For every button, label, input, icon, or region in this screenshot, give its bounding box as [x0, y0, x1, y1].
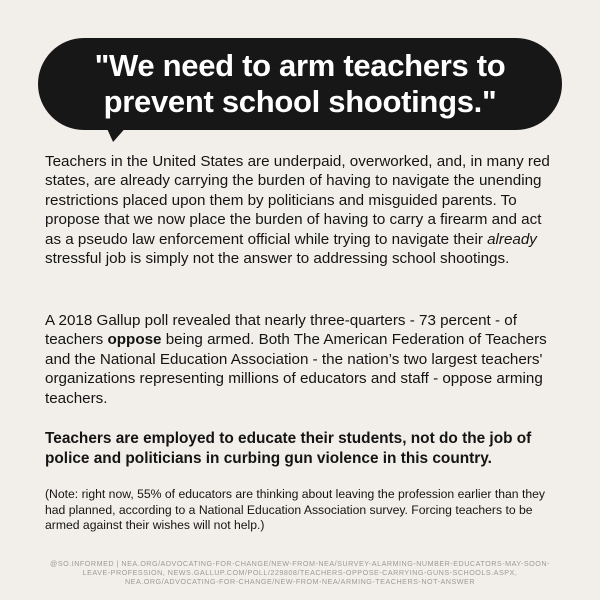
- paragraph-1-emphasis: already: [487, 230, 537, 248]
- paragraph-1-text-a: Teachers in the United States are underpaid, overworked, and, in many red states, are already carrying the burden of having to navigate the unending restrictions placed upon them by politicians and misguided parents. To propose that we now place the burden of having to carry a firearm and act as a pseudo law enforcement official while trying to navigate their: [45, 153, 550, 248]
- paragraph-2-text-a: A 2018 Gallup poll revealed that nearly three-quarters - 73 percent - of teachers: [45, 312, 517, 349]
- quote-bubble: [38, 38, 562, 130]
- paragraph-2-text-b: being armed. Both The American Federation of Teachers and the National Education Association - the nation’s two largest teachers' organizations representing millions of educators and staff - oppose arming teachers.: [45, 331, 547, 407]
- note-paragraph: (Note: right now, 55% of educators are thinking about leaving the profession earlier than they had planned, according to a National Education Association survey. Forcing teachers to be armed against their wishes will not help.): [45, 487, 545, 533]
- paragraph-underpaid-teachers: [45, 152, 557, 268]
- source-footer: [20, 559, 580, 587]
- paragraph-bold-statement: Teachers are employed to educate their students, not do the job of police and politicians in curbing gun violence in this country.: [45, 430, 532, 467]
- paragraph-gallup-poll: [45, 311, 557, 408]
- quote-line-2: prevent school shootings.": [103, 84, 497, 119]
- quote-bubble-tail: [99, 124, 129, 142]
- footer-line-3: NEA.ORG/ADVOCATING-FOR-CHANGE/NEW-FROM-NEA/ARMING-TEACHERS-NOT-ANSWER: [124, 577, 476, 587]
- quote-bubble-body: [38, 38, 562, 130]
- quote-line-1: "We need to arm teachers to: [94, 48, 506, 83]
- footer-line-2: LEAVE-PROFESSION, NEWS.GALLUP.COM/POLL/229808/TEACHERS-OPPOSE-CARRYING-GUNS-SCHOOLS.ASPX,: [82, 568, 518, 578]
- paragraph-1-text-b: stressful job is simply not the answer to addressing school shootings.: [45, 250, 510, 268]
- quote-headline: [95, 48, 506, 120]
- footer-line-1: @SO.INFORMED | NEA.ORG/ADVOCATING-FOR-CHANGE/NEW-FROM-NEA/SURVEY-ALARMING-NUMBER-EDUCATORS-MAY-SOON-: [50, 559, 550, 568]
- paragraph-2-emphasis: oppose: [107, 331, 162, 349]
